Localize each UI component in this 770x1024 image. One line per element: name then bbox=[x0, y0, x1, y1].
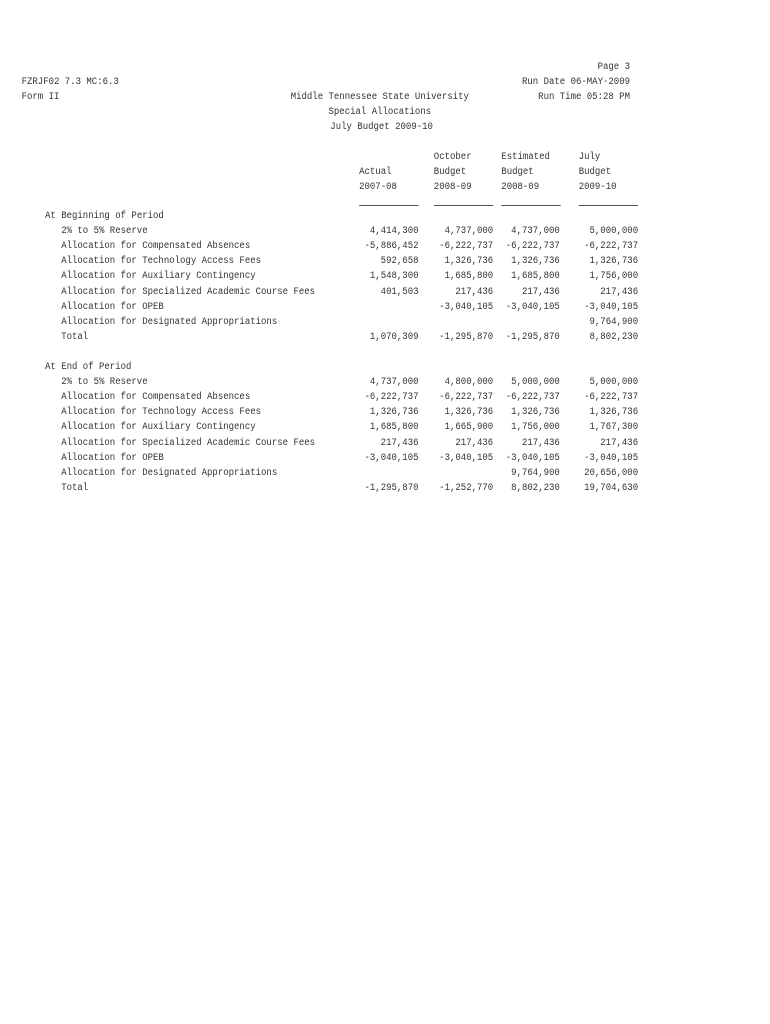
column-header-line2: Actual bbox=[359, 167, 392, 178]
table-cell-value: 1,070,309 bbox=[369, 331, 419, 343]
column-header-line3: 2008-09 bbox=[433, 182, 472, 193]
table-cell-value: 1,665,900 bbox=[444, 422, 494, 434]
table-cell-value: 1,326,736 bbox=[444, 256, 494, 268]
column-header-line1: July bbox=[578, 152, 601, 163]
form-label: Form II bbox=[21, 92, 60, 103]
table-row-label: Allocation for Specialized Academic Course Fees bbox=[61, 437, 316, 449]
table-cell-value: -6,222,737 bbox=[584, 392, 639, 404]
table-cell-value: 1,685,800 bbox=[511, 271, 560, 283]
table-cell-value: 5,000,000 bbox=[589, 226, 639, 238]
table-cell-value: 1,326,736 bbox=[589, 407, 639, 419]
table-cell-value: 8,802,230 bbox=[589, 331, 639, 343]
column-header-line1: October bbox=[433, 152, 472, 163]
column-rule bbox=[359, 205, 418, 206]
column-header-line3: 2009-10 bbox=[578, 182, 617, 193]
section-title: At Beginning of Period bbox=[45, 211, 164, 222]
table-row-label: Allocation for Compensated Absences bbox=[61, 241, 251, 253]
table-cell-value: -6,222,737 bbox=[584, 241, 639, 253]
table-cell-value: 5,000,000 bbox=[511, 377, 560, 389]
table-row-label: Allocation for Designated Appropriations bbox=[61, 316, 278, 328]
table-cell-value: -3,040,105 bbox=[584, 452, 639, 464]
table-cell-value: 217,436 bbox=[455, 437, 494, 449]
report-code: FZRJF02 7.3 MC:6.3 bbox=[21, 77, 119, 88]
table-cell-value: -1,295,870 bbox=[364, 482, 419, 494]
table-cell-value: -3,040,105 bbox=[364, 452, 419, 464]
table-cell-value: 1,326,736 bbox=[589, 256, 639, 268]
table-cell-value: 4,737,000 bbox=[444, 226, 494, 238]
table-cell-value: 1,326,736 bbox=[444, 407, 494, 419]
table-cell-value: 1,326,736 bbox=[511, 407, 560, 419]
table-cell-value: -6,222,737 bbox=[439, 392, 494, 404]
table-cell-value: 4,800,000 bbox=[444, 377, 494, 389]
table-cell-value: 9,764,900 bbox=[511, 467, 560, 479]
table-row-label: Allocation for Technology Access Fees bbox=[61, 256, 262, 268]
institution-name: Middle Tennessee State University bbox=[290, 92, 469, 103]
page-number: Page 3 bbox=[597, 62, 630, 73]
run-date: Run Date 06-MAY-2009 bbox=[521, 77, 630, 88]
table-row-label: Allocation for OPEB bbox=[61, 301, 164, 313]
table-row-label: Allocation for Auxiliary Contingency bbox=[61, 271, 256, 283]
table-row-label: Allocation for Auxiliary Contingency bbox=[61, 422, 256, 434]
table-cell-value: 217,436 bbox=[521, 437, 560, 449]
table-cell-value: -6,222,737 bbox=[439, 241, 494, 253]
table-cell-value: 1,685,800 bbox=[444, 271, 494, 283]
table-cell-value: -6,222,737 bbox=[364, 392, 419, 404]
column-header-line2: Budget bbox=[433, 167, 467, 178]
column-header-line1: Estimated bbox=[501, 152, 550, 163]
table-cell-value: -3,040,105 bbox=[439, 452, 494, 464]
table-cell-value: 1,685,800 bbox=[369, 422, 419, 434]
table-cell-value: 401,503 bbox=[380, 286, 419, 298]
table-row-label: Allocation for Specialized Academic Course Fees bbox=[61, 286, 316, 298]
column-header-line3: 2008-09 bbox=[501, 182, 540, 193]
table-row-label: Allocation for Technology Access Fees bbox=[61, 407, 262, 419]
table-cell-value: 19,704,630 bbox=[584, 482, 639, 494]
table-cell-value: 217,436 bbox=[380, 437, 419, 449]
table-cell-value: 217,436 bbox=[600, 286, 639, 298]
table-cell-value: -3,040,105 bbox=[505, 452, 560, 464]
budget-title: July Budget 2009-10 bbox=[330, 122, 433, 133]
table-row-label: Allocation for Designated Appropriations bbox=[61, 467, 278, 479]
table-cell-value: -3,040,105 bbox=[505, 301, 560, 313]
table-cell-value: 592,658 bbox=[380, 256, 419, 268]
table-cell-value: -1,252,770 bbox=[439, 482, 494, 494]
table-cell-value: 1,326,736 bbox=[511, 256, 560, 268]
table-cell-value: 217,436 bbox=[600, 437, 639, 449]
table-cell-value: 1,548,300 bbox=[369, 271, 419, 283]
table-cell-value: 4,737,000 bbox=[511, 226, 560, 238]
table-cell-value: 1,767,300 bbox=[589, 422, 639, 434]
section-title: At End of Period bbox=[45, 362, 132, 373]
table-cell-value: 217,436 bbox=[455, 286, 494, 298]
table-cell-value: -6,222,737 bbox=[505, 241, 560, 253]
table-cell-value: -5,886,452 bbox=[364, 241, 419, 253]
table-row-label: 2% to 5% Reserve bbox=[61, 377, 148, 389]
column-header-line3: 2007-08 bbox=[359, 182, 397, 193]
table-cell-value: 1,326,736 bbox=[369, 407, 419, 419]
column-rule bbox=[434, 205, 493, 206]
table-row-label: 2% to 5% Reserve bbox=[61, 226, 148, 238]
table-row-label: Allocation for Compensated Absences bbox=[61, 392, 251, 404]
table-cell-value: 1,756,000 bbox=[589, 271, 639, 283]
table-cell-value: -6,222,737 bbox=[505, 392, 560, 404]
table-cell-value: -3,040,105 bbox=[584, 301, 639, 313]
report-title: Special Allocations bbox=[328, 107, 432, 118]
column-rule bbox=[579, 205, 638, 206]
total-row-label: Total bbox=[61, 482, 89, 494]
table-cell-value: 1,756,000 bbox=[511, 422, 560, 434]
table-cell-value: -3,040,105 bbox=[439, 301, 494, 313]
table-cell-value: -1,295,870 bbox=[439, 331, 494, 343]
table-cell-value: 217,436 bbox=[521, 286, 560, 298]
column-header-line2: Budget bbox=[501, 167, 534, 178]
table-cell-value: 8,802,230 bbox=[511, 482, 560, 494]
table-cell-value: -1,295,870 bbox=[505, 331, 560, 343]
table-cell-value: 4,737,000 bbox=[369, 377, 419, 389]
table-cell-value: 9,764,900 bbox=[589, 316, 639, 328]
table-cell-value: 5,000,000 bbox=[589, 377, 639, 389]
column-header-line2: Budget bbox=[578, 167, 612, 178]
table-cell-value: 4,414,300 bbox=[369, 226, 419, 238]
table-cell-value: 20,656,000 bbox=[584, 467, 639, 479]
total-row-label: Total bbox=[61, 331, 89, 343]
table-row-label: Allocation for OPEB bbox=[61, 452, 164, 464]
column-rule bbox=[501, 205, 560, 206]
run-time: Run Time 05:28 PM bbox=[538, 92, 630, 103]
